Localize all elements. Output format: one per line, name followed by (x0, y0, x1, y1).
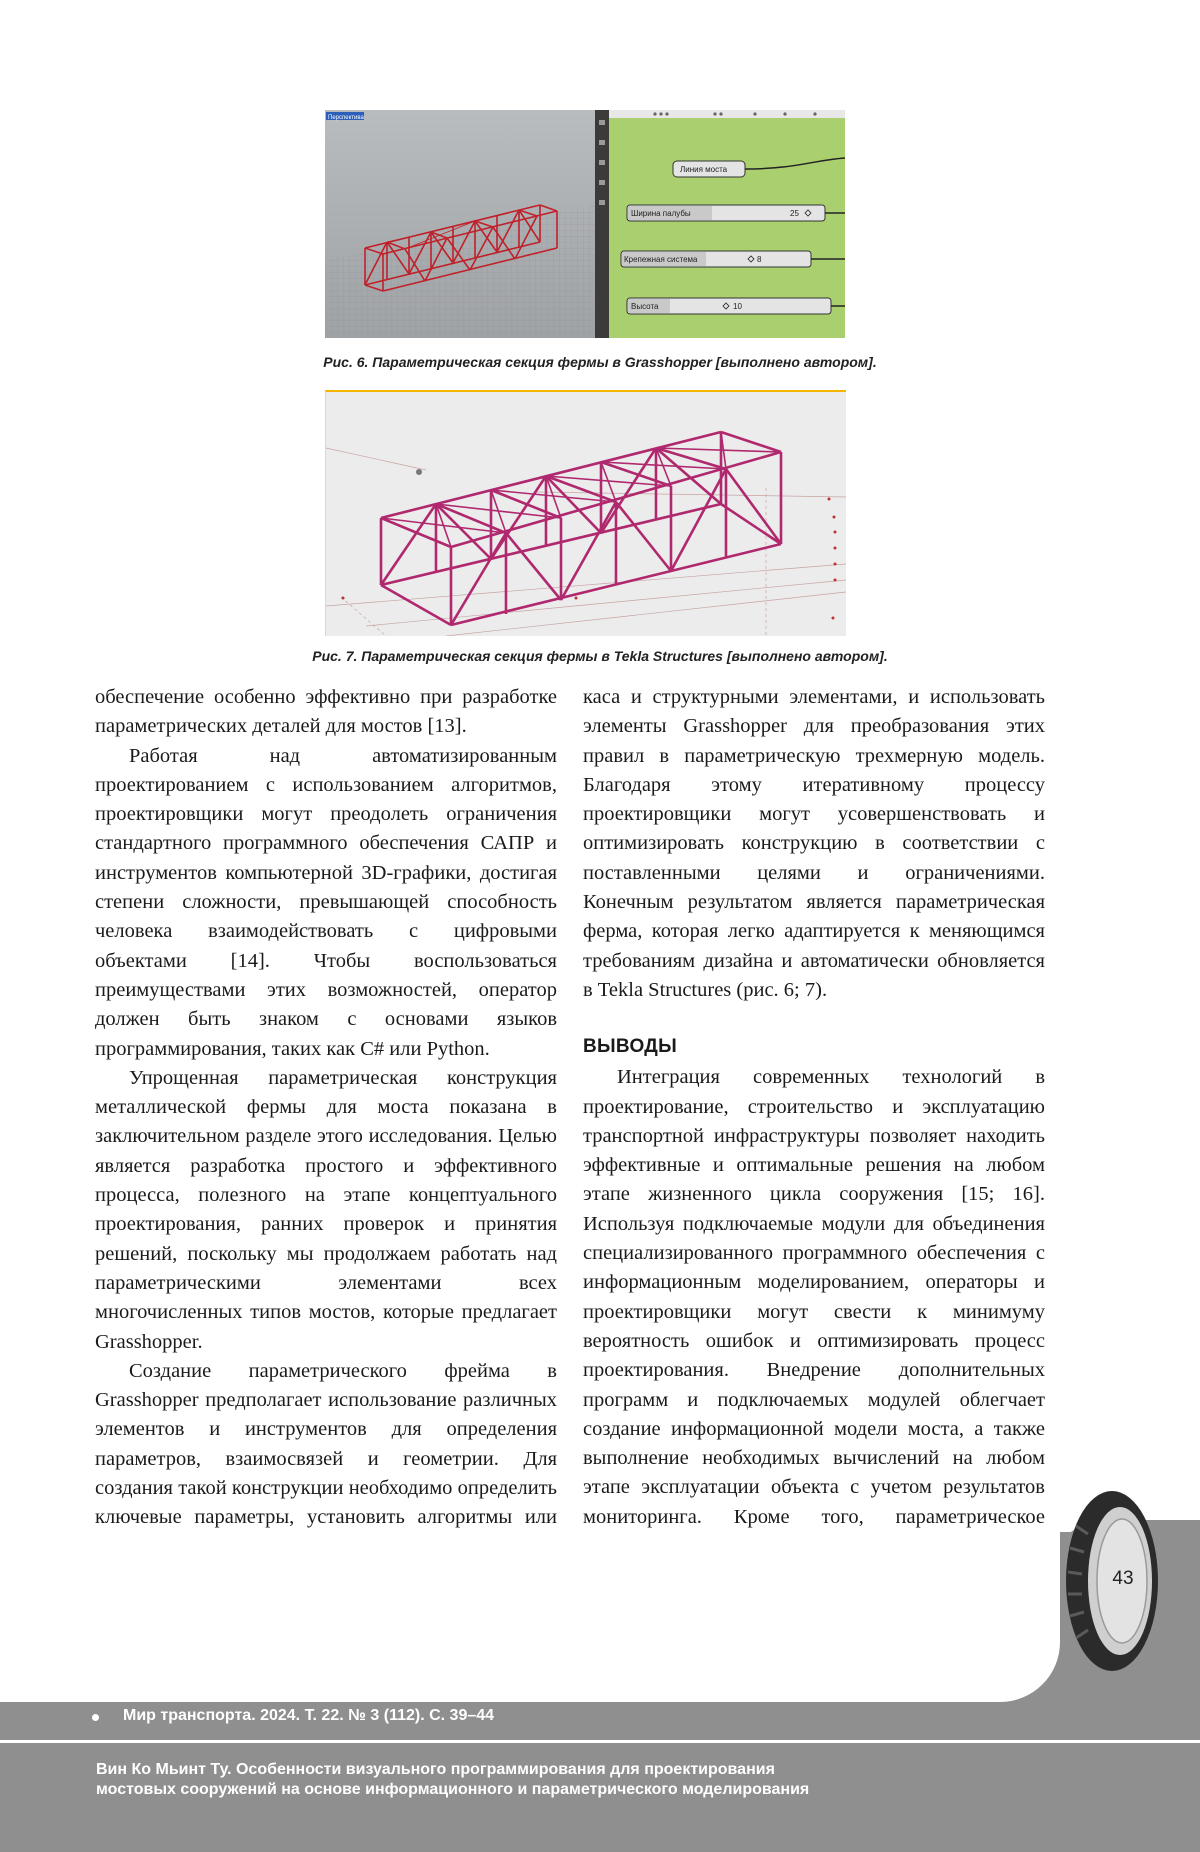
gh-slider-value: 8 (757, 255, 762, 264)
paragraph: каса и структурными элементами, и использовать элементы Grasshopper для преобразования этих правил в параметрическую трехмерную модель. Благодаря этому итеративному процессу проектировщики могут усовершенствовать и оптимизировать конструкцию в соответствии с поставленными целями и ограничениями. Конечным результатом является параметрическая ферма, которая легко адаптируется к меняющимся требованиям дизайна и автоматически обновляется в Tekla Structures (рис. 6; 7). (583, 686, 1045, 1001)
gh-slider-bracing-system[interactable] (621, 251, 845, 267)
figure-7-image (326, 392, 846, 636)
paragraph: Работая над автоматизированным проектированием с использованием алгоритмов, проектировщики могут преодолеть ограничения стандартного программного обеспечения САПР и инструментов компьютерной 3D-графики, достигая степени сложности, превышающей способность человека взаимодействовать с цифровыми объектами [14]. Чтобы воспользоваться преимуществами этих возможностей, оператор должен быть знаком с основами языков программирования, таких как C# или Python. (95, 744, 557, 1060)
figure-7-caption: Рис. 7. Параметрическая секция фермы в Tekla Structures [выполнено автором]. (312, 648, 888, 664)
paragraph: Упрощенная параметрическая конструкция металлической фермы для моста показана в заключительном разделе этого исследования. Целью является разработка простого и эффективного процесса, полезного на этапе концептуального проектирования, ранних проверок и принятия решений, поскольку мы продолжаем работать над параметрическими элементами всех многочисленных типов мостов, которые предлагает Grasshopper. (95, 1066, 557, 1353)
running-head-line-1: Вин Ко Мьинт Ту. Особенности визуального программирования для проектирования (96, 1761, 775, 1778)
bullet-icon (92, 1714, 99, 1721)
figure-6-grasshopper-screenshot (325, 110, 845, 338)
section-heading-conclusions: ВЫВОДЫ (583, 1036, 678, 1058)
left-text-column (95, 683, 557, 1591)
page-number: 43 (1112, 1568, 1134, 1589)
figure-7-tekla-screenshot (325, 390, 846, 636)
content-area-corner (0, 1532, 1060, 1702)
journal-citation: Мир транспорта. 2024. Т. 22. № 3 (112). С. 39–44 (123, 1707, 495, 1724)
paragraph: Интеграция современных технологий в проектирование, строительство и эксплуатацию транспортной инфраструктуры позволяет находить эффективные и оптимальные решения на любом этапе жизненного цикла сооружения [15; 16]. Используя подключаемые модули для объединения специализированного программного обеспечения с информационным моделированием, операторы и проектировщики могут свести к минимуму вероятность ошибок и оптимизировать процесс проектирования. Внедрение дополнительных программ и подключаемых модулей облегчает создание информационной модели моста, а также выполнение необходимых вычислений на любом этапе эксплуатации объекта с учетом результатов мониторинга. Кроме того, параметрическое (583, 1066, 1045, 1528)
gh-slider-value: 10 (733, 302, 742, 311)
gh-node-label: Линия моста (680, 165, 728, 174)
right-text-column (583, 683, 1045, 1591)
gh-slider-value: 25 (790, 209, 799, 218)
gh-slider-label: Крепежная система (624, 255, 698, 264)
gh-slider-label: Высота (631, 302, 659, 311)
figure-6-image (325, 110, 845, 338)
viewport-tab-label[interactable]: Перспектива (328, 115, 364, 121)
paragraph: обеспечение особенно эффективно при разработке параметрических деталей для мостов [13]. (95, 686, 557, 738)
figure-6-caption: Рис. 6. Параметрическая секция фермы в Grasshopper [выполнено автором]. (323, 354, 877, 370)
running-head-line-2: мостовых сооружений на основе информационного и параметрического моделирования (96, 1781, 810, 1798)
gh-slider-label: Ширина палубы (631, 209, 691, 218)
gh-slider-height[interactable] (627, 298, 845, 314)
paragraph: Создание параметрического фрейма в Grasshopper предполагает использование различных элементов и инструментов для определения параметров, взаимосвязей и геометрии. Для создания такой конструкции необходимо определить ключевые параметры, установить алгоритмы или (95, 1359, 557, 1529)
gh-slider-deck-width[interactable] (627, 205, 845, 221)
running-head (96, 1760, 996, 1800)
